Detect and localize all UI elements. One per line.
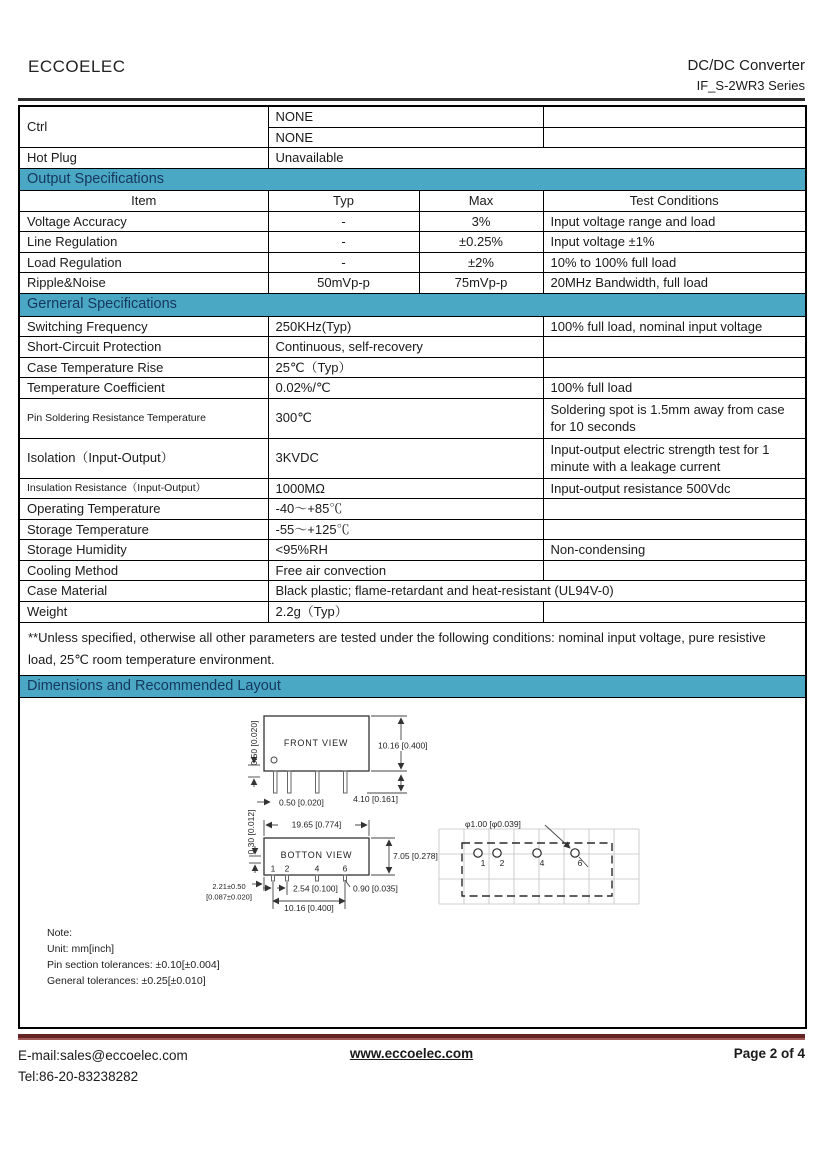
spec-cond: 10% to 100% full load (543, 252, 806, 273)
bottom-view-labels (206, 810, 438, 913)
page-header (0, 0, 827, 93)
spec-value: 2.2g（Typ） (268, 601, 543, 622)
spec-item: Operating Temperature (19, 499, 268, 520)
spec-item: Isolation（Input-Output） (19, 438, 268, 478)
recommended-layout-diagram (439, 819, 639, 904)
empty-cell (543, 127, 806, 148)
header-divider (18, 98, 805, 101)
column-header-row (19, 191, 806, 212)
spec-value: 250KHz(Typ) (268, 316, 543, 337)
spec-cond: Soldering spot is 1.5mm away from case for 10 seconds (543, 398, 806, 438)
note-line: Pin section tolerances: ±0.10[±0.004] (47, 958, 220, 971)
spec-item: Voltage Accuracy (19, 211, 268, 232)
table-row (19, 232, 806, 253)
spec-max: 3% (419, 211, 543, 232)
spec-cond (543, 519, 806, 540)
spec-cond: Non-condensing (543, 540, 806, 561)
spec-max: ±0.25% (419, 232, 543, 253)
bottom-pin-1: 1 (270, 863, 276, 874)
bottom-dim-pitch: 2.54 [0.100] (293, 883, 338, 894)
table-row (19, 478, 806, 499)
footer-website-wrap (280, 1046, 542, 1088)
front-dim-height: 10.16 [0.400] (378, 740, 428, 751)
page-footer (18, 1034, 805, 1088)
spec-item: Insulation Resistance（Input-Output） (19, 478, 268, 499)
table-row (19, 438, 806, 478)
ctrl-value-1: NONE (268, 106, 543, 127)
spec-item: Storage Temperature (19, 519, 268, 540)
spec-typ: - (268, 252, 419, 273)
table-row (19, 273, 806, 294)
col-header-typ: Typ (268, 191, 419, 212)
page-number: Page 2 of 4 (733, 1045, 805, 1061)
table-row (19, 106, 806, 127)
spec-typ: - (268, 232, 419, 253)
table-row (19, 252, 806, 273)
empty-cell (543, 106, 806, 127)
spec-table (18, 105, 807, 1029)
note-line: Unit: mm[inch] (47, 943, 115, 956)
table-row (19, 357, 806, 378)
series-name: IF_S-2WR3 Series (696, 78, 805, 93)
bottom-view-label: BOTTON VIEW (280, 850, 353, 861)
spec-item: Cooling Method (19, 560, 268, 581)
hotplug-value: Unavailable (268, 148, 806, 169)
company-name: ECCOELEC (28, 57, 126, 76)
footer-contact (18, 1046, 280, 1088)
bottom-dim-edge-inch: [0.087±0.020] (206, 892, 252, 902)
front-dim-pin-length: 4.10 [0.161] (353, 794, 398, 805)
table-row (19, 499, 806, 520)
website-link[interactable]: www.eccoelec.com (349, 1045, 474, 1061)
table-row (19, 398, 806, 438)
spec-item: Case Temperature Rise (19, 357, 268, 378)
spec-value: 3KVDC (268, 438, 543, 478)
spec-cond (543, 357, 806, 378)
footer-email: E-mail:sales@eccoelec.com (18, 1047, 188, 1063)
spec-item: Load Regulation (19, 252, 268, 273)
spec-item: Pin Soldering Resistance Temperature (19, 398, 268, 438)
section-row (19, 675, 806, 698)
spec-value: 25℃（Typ） (268, 357, 543, 378)
spec-cond (543, 560, 806, 581)
spec-value: -55～+125℃ (268, 519, 543, 540)
bottom-dim-left: 0.30 [0.012] (246, 809, 256, 855)
table-row (19, 560, 806, 581)
spec-cond: Input voltage range and load (543, 211, 806, 232)
section-title-dimensions: Dimensions and Recommended Layout (19, 675, 806, 698)
bottom-pin-6: 6 (342, 863, 348, 874)
spec-item: Storage Humidity (19, 540, 268, 561)
col-header-max: Max (419, 191, 543, 212)
diagram-note (47, 926, 220, 989)
ctrl-label: Ctrl (19, 106, 268, 148)
spec-item: Case Material (19, 581, 268, 602)
spec-value: Black plastic; flame-retardant and heat-resistant (UL94V-0) (268, 581, 806, 602)
table-row (19, 581, 806, 602)
layout-pin-1: 1 (480, 858, 486, 869)
spec-value: -40～+85℃ (268, 499, 543, 520)
table-row (19, 148, 806, 169)
spec-max: ±2% (419, 252, 543, 273)
hotplug-label: Hot Plug (19, 148, 268, 169)
section-title-general: Gerneral Specifications (19, 293, 806, 316)
spec-cond: Input-output electric strength test for 1 minute with a leakage current (543, 438, 806, 478)
section-title-output: Output Specifications (19, 168, 806, 191)
spec-value: 1000MΩ (268, 478, 543, 499)
layout-pin-6: 6 (577, 858, 583, 869)
bottom-dim-pin-dia: 0.90 [0.035] (353, 883, 398, 894)
spec-value: <95%RH (268, 540, 543, 561)
table-row (19, 316, 806, 337)
spec-item: Switching Frequency (19, 316, 268, 337)
spec-max: 75mVp-p (419, 273, 543, 294)
spec-item: Temperature Coefficient (19, 378, 268, 399)
spec-typ: - (268, 211, 419, 232)
bottom-pin-2: 2 (284, 863, 290, 874)
spec-cond: 100% full load (543, 378, 806, 399)
col-header-item: Item (19, 191, 268, 212)
spec-cond (543, 499, 806, 520)
spec-item: Weight (19, 601, 268, 622)
front-dim-pin-width: 0.50 [0.020] (279, 797, 324, 808)
header-right (687, 57, 805, 93)
spec-item: Short-Circuit Protection (19, 337, 268, 358)
ctrl-value-2: NONE (268, 127, 543, 148)
table-row (19, 519, 806, 540)
col-header-cond: Test Conditions (543, 191, 806, 212)
note-line: General tolerances: ±0.25[±0.010] (47, 974, 206, 987)
front-dim-left: 0.50 [0.020] (249, 720, 259, 766)
spec-cond (543, 601, 806, 622)
spec-cond: 100% full load, nominal input voltage (543, 316, 806, 337)
table-row (19, 211, 806, 232)
spec-cond (543, 337, 806, 358)
front-view-label: FRONT VIEW (283, 738, 349, 749)
spec-value: Free air convection (268, 560, 543, 581)
bottom-dim-edge: 2.21±0.50 (212, 882, 246, 892)
note-title: Note: (47, 927, 73, 940)
bottom-dim-height: 7.05 [0.278] (393, 851, 438, 862)
test-conditions-footnote: **Unless specified, otherwise all other parameters are tested under the following conditions: nominal input voltage, pure resistive load, 25℃ room temperature environment. (19, 622, 806, 675)
table-row (19, 601, 806, 622)
spec-item: Ripple&Noise (19, 273, 268, 294)
spec-value: 0.02%/℃ (268, 378, 543, 399)
footnote-row (19, 622, 806, 675)
bottom-dim-width: 19.65 [0.774] (291, 819, 342, 830)
footer-tel: Tel:86-20-83238282 (18, 1068, 139, 1084)
bottom-dim-span: 10.16 [0.400] (284, 903, 334, 914)
spec-cond: Input-output resistance 500Vdc (543, 478, 806, 499)
product-title: DC/DC Converter (687, 57, 805, 74)
spec-cond: Input voltage ±1% (543, 232, 806, 253)
layout-pin-4: 4 (539, 858, 545, 869)
spec-item: Line Regulation (19, 232, 268, 253)
dimensions-diagram (19, 698, 806, 1028)
spec-cond: 20MHz Bandwidth, full load (543, 273, 806, 294)
spec-value: 300℃ (268, 398, 543, 438)
layout-pin-2: 2 (499, 858, 505, 869)
table-row (19, 378, 806, 399)
diagram-row (19, 698, 806, 1028)
layout-hole-label: φ1.00 [φ0.039] (465, 819, 521, 830)
bottom-pin-4: 4 (314, 863, 320, 874)
section-row (19, 168, 806, 191)
spec-typ: 50mVp-p (268, 273, 419, 294)
table-row (19, 540, 806, 561)
table-row (19, 337, 806, 358)
section-row (19, 293, 806, 316)
footer-divider (18, 1034, 805, 1040)
spec-value: Continuous, self-recovery (268, 337, 543, 358)
